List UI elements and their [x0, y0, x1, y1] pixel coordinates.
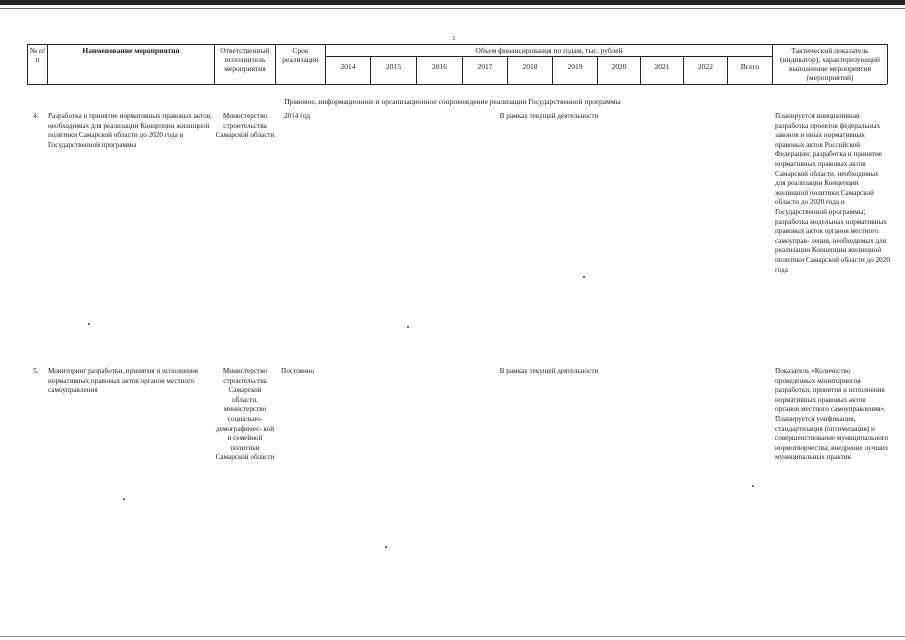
page-number: 3 — [452, 36, 455, 42]
header-year-2019: 2019 — [567, 62, 583, 71]
header-year-2020: 2020 — [611, 62, 627, 71]
scan-speck — [752, 485, 754, 487]
row-4-funding: В рамках текущей деятельности — [499, 112, 599, 120]
header-year-2015: 2015 — [386, 62, 401, 71]
table-header-bottom-border — [27, 84, 887, 85]
header-year-2014: 2014 — [340, 62, 356, 71]
header-year-2021: 2021 — [654, 62, 670, 71]
header-period: Срок реализации — [282, 46, 319, 64]
scan-speck — [385, 546, 387, 548]
header-name: Наименование мероприятия — [82, 46, 180, 55]
section-title: Правовое, информационное и организационное сопровождение реализации Государственной программы — [284, 97, 621, 106]
scan-border-bottom — [0, 636, 905, 637]
row-5-indicator: Показатель «Количество проведенных мониторингов разработки, принятия и исполнения нормативных правовых актов органов местного самоуправления». Планируется унификация, стандартизация (оптимизация) и совершенствование муниципального нормотворчества; внедрение лучших муниципальных практик — [775, 367, 889, 462]
row-5-num: 5. — [33, 367, 39, 375]
row-5-funding: В рамках текущей деятельности — [499, 367, 599, 375]
scan-speck — [407, 326, 409, 328]
header-year-2018: 2018 — [522, 62, 538, 71]
row-4-name: Разработка и принятие нормативных правовых актов, необходимых для реализации Концепции жилищной политики Самарской области до 2020 года и Государственной программы — [48, 112, 213, 149]
scan-speck — [88, 323, 90, 325]
header-executor: Ответственный исполнитель мероприятия — [220, 46, 270, 73]
header-funding: Объем финансирования по годам, тыс. рублей — [475, 46, 623, 55]
header-indicator: Тактический показатель (индикатор), характеризующий выполнение мероприятия (мероприятий) — [780, 46, 880, 82]
scan-speck — [123, 498, 125, 500]
col-border — [887, 44, 888, 84]
row-5-name: Мониторинг разработки, принятия и исполнения нормативных правовых актов органов местного самоуправления — [48, 367, 198, 395]
row-4-indicator: Планируется инициативная разработка проектов федеральных законов и иных нормативных правовых актов Российской Федерации; разработка и принятие нормативных правовых актов Самарской области, необходимых для реализации Концепции жилищной политики Самарской области до 2020 года и Государственной программы; разработка модельных нормативных правовых актов органов местного самоуправ- ления, необходимых для реализации Концепции жилищной политики Самарской области до 2020 года — [775, 112, 890, 274]
header-total: Всего — [740, 62, 760, 71]
header-year-2016: 2016 — [432, 62, 447, 71]
header-num: № п/п — [29, 46, 46, 64]
row-5-period: Постоянно — [281, 367, 315, 375]
row-4-num: 4. — [33, 112, 39, 120]
row-4-period: 2014 год — [284, 112, 310, 120]
header-year-2022: 2022 — [698, 62, 713, 71]
row-5-executor: Министерство строительства Самарской области, министерство социально- демографичес- кой и семейной политики Самарской области — [215, 367, 275, 462]
funding-subheader-border — [325, 56, 772, 57]
scan-border-top — [0, 0, 905, 5]
scan-speck — [583, 276, 585, 278]
scan-line — [0, 8, 905, 9]
table-top-border — [27, 44, 887, 45]
header-year-2017: 2017 — [477, 62, 493, 71]
row-4-executor: Министерство строительства Самарской области — [215, 112, 275, 140]
